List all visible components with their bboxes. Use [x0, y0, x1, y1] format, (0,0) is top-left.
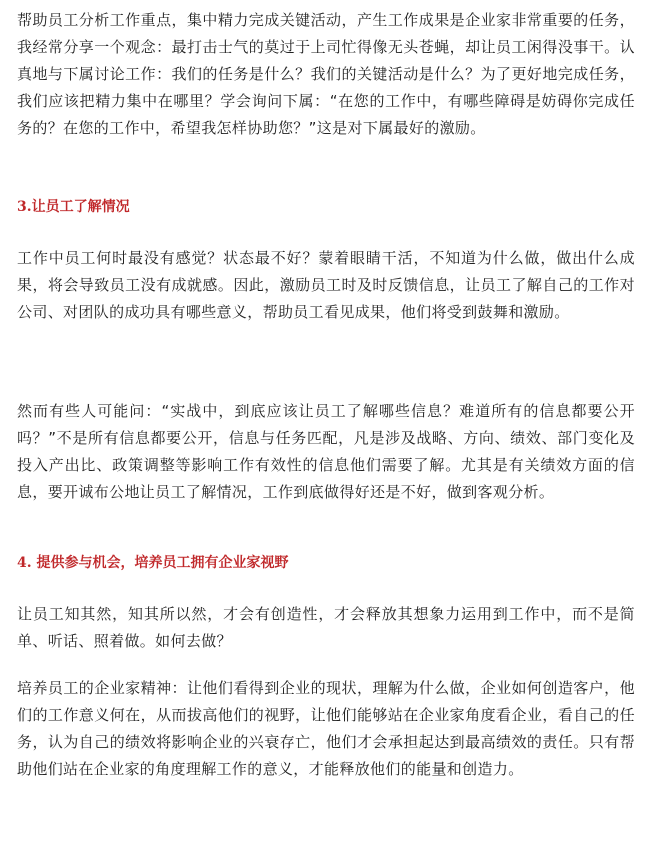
- paragraph-employee-awareness: 工作中员工何时最没有感觉？状态最不好？蒙着眼睛干活，不知道为什么做，做出什么成果，将会导致员工没有成就感。因此，激励员工时及时反馈信息，让员工了解自己的工作对公司、对团队的成功具有哪些意义，帮助员工看见成果，他们将受到鼓舞和激励。: [17, 249, 635, 321]
- paragraph-information-sharing: 然而有些人可能问：“实战中，到底应该让员工了解哪些信息？难道所有的信息都要公开吗？”不是所有信息都要公开，信息与任务匹配，凡是涉及战略、方向、绩效、部门变化及投入产出比、政策调整等影响工作有效性的信息他们需要了解。尤其是有关绩效方面的信息，要开诚布公地让员工了解情况，工作到底做得好还是不好，做到客观分析。: [17, 402, 635, 501]
- section-heading-3: 3.让员工了解情况: [17, 199, 130, 215]
- paragraph-task-focus: 帮助员工分析工作重点，集中精力完成关键活动，产生工作成果是企业家非常重要的任务，我经常分享一个观念：最打击士气的莫过于上司忙得像无头苍蝇，却让员工闲得没事干。认真地与下属讨论工作：我们的任务是什么？我们的关键活动是什么？为了更好地完成任务，我们应该把精力集中在哪里？学会询问下属：“在您的工作中，有哪些障碍是妨碍你完成任务的？在您的工作中，希望我怎样协助您？”这是对下属最好的激励。: [17, 11, 635, 137]
- paragraph-creativity: 让员工知其然，知其所以然，才会有创造性，才会释放其想象力运用到工作中，而不是简单、听话、照着做。如何去做？: [17, 605, 635, 650]
- section-heading-4: 4. 提供参与机会，培养员工拥有企业家视野: [17, 555, 289, 571]
- paragraph-entrepreneur-spirit: 培养员工的企业家精神：让他们看得到企业的现状，理解为什么做，企业如何创造客户，他们的工作意义何在，从而拔高他们的视野，让他们能够站在企业家角度看企业，看自己的任务，认为自己的绩效将影响企业的兴衰存亡，他们才会承担起达到最高绩效的责任。只有帮助他们站在企业家的角度理解工作的意义，才能释放他们的能量和创造力。: [17, 679, 635, 778]
